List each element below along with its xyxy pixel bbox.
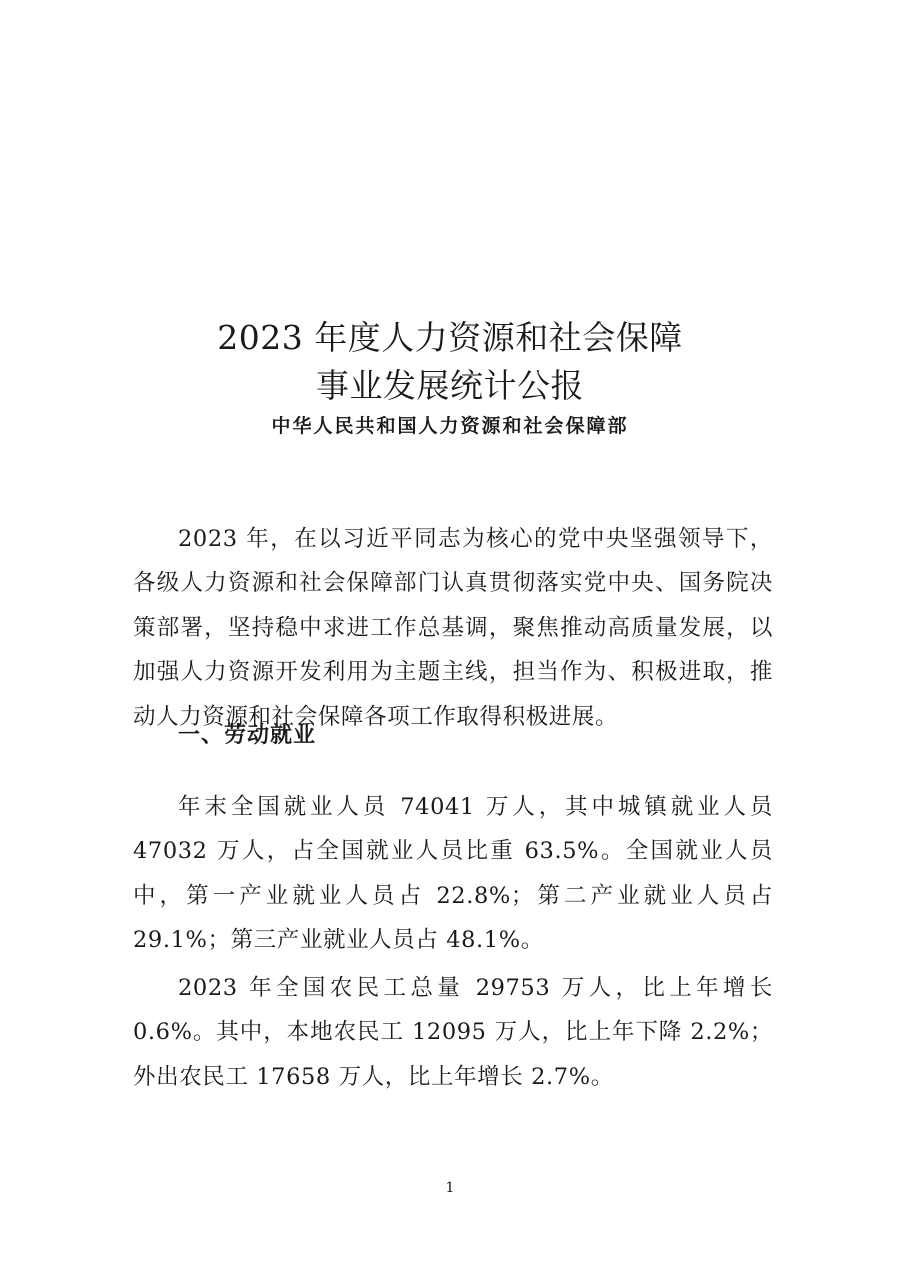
migrant-workers-paragraph: 2023 年全国农民工总量 29753 万人，比上年增长 0.6%。其中，本地农民工 12095 万人，比上年下降 2.2%；外出农民工 17658 万人，比上年增长 2.7%。 [133,974,773,1090]
page-number: 1 [445,1180,455,1196]
document-title-line2: 事业发展统计公报 [316,366,584,405]
issuing-organization: 中华人民共和国人力资源和社会保障部 [271,415,629,437]
intro-paragraph: 2023 年，在以习近平同志为核心的党中央坚强领导下，各级人力资源和社会保障部门认真贯彻落实党中央、国务院决策部署，坚持稳中求进工作总基调，聚焦推动高质量发展，以加强人力资源开发利用为主题主线，担当作为、积极进取，推动人力资源和社会保障各项工作取得积极进展。 [133,525,773,730]
employment-paragraph: 年末全国就业人员 74041 万人，其中城镇就业人员 47032 万人，占全国就业人员比重 63.5%。全国就业人员中，第一产业就业人员占 22.8%；第二产业就业人员占 29.1%；第三产业就业人员占 48.1%。 [133,793,773,953]
document-title-line1: 2023 年度人力资源和社会保障 [217,318,683,357]
section-heading-employment: 一、劳动就业 [178,723,317,748]
